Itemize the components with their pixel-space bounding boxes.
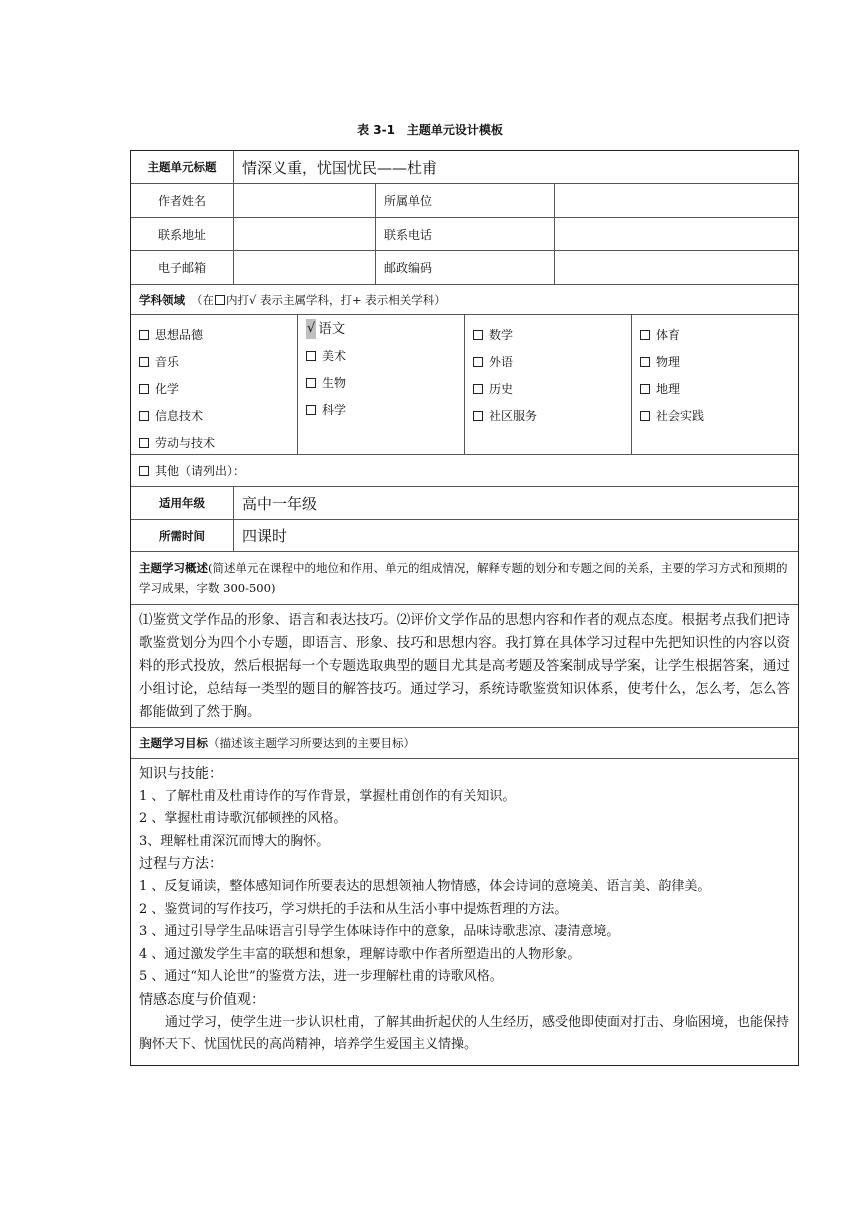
time-value[interactable]: 四课时 <box>242 527 288 545</box>
subject-option[interactable]: 社会实践 <box>640 402 790 429</box>
subject-col-1 <box>131 315 298 454</box>
author-row <box>131 184 798 218</box>
unit-title-row <box>131 151 798 184</box>
checkbox-icon[interactable] <box>306 351 316 361</box>
checkbox-icon[interactable] <box>640 330 650 340</box>
unit-title-value[interactable]: 情深义重，忧国忧民——杜甫 <box>242 158 438 177</box>
process-item: 2 、鉴赏词的写作技巧，学习烘托的手法和从生活小事中提炼哲理的方法。 <box>139 901 568 917</box>
subjects-header-note-1: （在 <box>191 292 214 307</box>
phone-value[interactable] <box>555 218 798 250</box>
grade-row <box>131 487 798 520</box>
checkbox-icon[interactable] <box>306 378 316 388</box>
author-name-label: 作者姓名 <box>131 184 234 217</box>
subjects-other[interactable]: 其他（请列出）： <box>131 455 798 486</box>
checkbox-icon[interactable] <box>139 411 149 421</box>
address-value[interactable] <box>234 218 376 250</box>
goals-body-row <box>131 759 798 1065</box>
subjects-grid <box>131 315 798 455</box>
subject-option[interactable]: 生物 <box>306 369 456 396</box>
subject-option[interactable]: 思想品德 <box>139 321 289 348</box>
emotion-text: 通过学习，使学生进一步认识杜甫，了解其曲折起伏的人生经历，感受他即使面对打击、身临困境，也能保持胸怀天下、忧国忧民的高尚精神，培养学生爱国主义情操。 <box>139 1014 790 1053</box>
goals-header <box>131 728 798 758</box>
grade-label: 适用年级 <box>131 487 234 519</box>
checkbox-icon[interactable] <box>473 330 483 340</box>
grade-value[interactable]: 高中一年级 <box>242 494 318 513</box>
subject-col-2 <box>298 315 465 454</box>
goals-note: （描述该主题学习所要达到的主要目标） <box>208 736 415 750</box>
goals-body[interactable] <box>131 759 798 1065</box>
checkbox-icon[interactable] <box>139 330 149 340</box>
checkbox-icon[interactable] <box>473 384 483 394</box>
email-value[interactable] <box>234 251 376 284</box>
subject-option[interactable]: 历史 <box>473 375 623 402</box>
email-label: 电子邮箱 <box>131 251 234 284</box>
subject-option[interactable]: 体育 <box>640 321 790 348</box>
checkbox-icon[interactable] <box>306 405 316 415</box>
postal-label: 邮政编码 <box>376 251 555 284</box>
checkbox-icon[interactable] <box>640 384 650 394</box>
goals-title: 主题学习目标 <box>139 736 208 750</box>
checkbox-icon[interactable] <box>139 466 149 476</box>
subject-option[interactable]: 音乐 <box>139 348 289 375</box>
time-label: 所需时间 <box>131 520 234 551</box>
overview-header <box>131 552 798 604</box>
subject-option-checked[interactable]: √ 语文 <box>307 320 346 337</box>
contact-row <box>131 218 798 251</box>
subject-option[interactable]: 化学 <box>139 375 289 402</box>
subject-option[interactable]: 美术 <box>306 342 456 369</box>
knowledge-item: 3、理解杜甫深沉而博大的胸怀。 <box>139 833 330 849</box>
overview-text[interactable]: ⑴鉴赏文学作品的形象、语言和表达技巧。⑵评价文学作品的思想内容和作者的观点态度。根据考点我们把诗歌鉴赏划分为四个小专题，即语言、形象、技巧和思想内容。我打算在具体学习过程中先把知识性的内容以资料的形式投放，然后根据每一个专题选取典型的题目尤其是高考题及答案制成导学案，让学生根据答案，通过小组讨论，总结每一类型的题目的解答技巧。通过学习，系统诗歌鉴赏知识体系，使考什么，怎么考，怎么答都能做到了然于胸。 <box>139 612 790 720</box>
time-row <box>131 520 798 552</box>
unit-design-table <box>130 150 799 1066</box>
subjects-header <box>131 285 798 314</box>
checkbox-icon[interactable] <box>139 438 149 448</box>
checkbox-icon[interactable] <box>473 357 483 367</box>
subjects-header-title: 学科领域 <box>139 292 185 307</box>
checkbox-icon[interactable] <box>473 411 483 421</box>
subject-option[interactable]: 地理 <box>640 375 790 402</box>
overview-note: (简述单元在课程中的地位和作用、单元的组成情况，解释专题的划分和专题之间的关系，主要的学习方式和预期的学习成果，字数 300-500) <box>139 561 788 595</box>
overview-body-row <box>131 605 798 728</box>
phone-label: 联系电话 <box>376 218 555 250</box>
author-name-value[interactable] <box>234 184 376 217</box>
subject-option[interactable]: 外语 <box>473 348 623 375</box>
postal-value[interactable] <box>555 251 798 284</box>
subjects-header-note-2: 内打√ 表示主属学科，打+ 表示相关学科） <box>226 292 446 307</box>
subject-option[interactable]: 数学 <box>473 321 623 348</box>
process-item: 4 、通过激发学生丰富的联想和想象，理解诗歌中作者所塑造出的人物形象。 <box>139 946 581 962</box>
overview-header-row <box>131 552 798 605</box>
table-caption: 表 3-1 主题单元设计模板 <box>357 123 503 137</box>
author-unit-value[interactable] <box>555 184 798 217</box>
process-item: 5 、通过“知人论世”的鉴赏方法，进一步理解杜甫的诗歌风格。 <box>139 969 503 985</box>
subject-col-3 <box>465 315 632 454</box>
subject-option[interactable]: 信息技术 <box>139 402 289 429</box>
process-heading: 过程与方法： <box>139 856 223 873</box>
address-label: 联系地址 <box>131 218 234 250</box>
email-row <box>131 251 798 285</box>
checkbox-icon[interactable] <box>640 411 650 421</box>
process-item: 1 、反复诵读，整体感知词作所要表达的思想领袖人物情感，体会诗词的意境美、语言美、韵律美。 <box>139 878 711 894</box>
subject-option[interactable]: 劳动与技术 <box>139 429 289 456</box>
overview-title: 主题学习概述 <box>139 561 208 575</box>
knowledge-heading: 知识与技能： <box>139 766 223 782</box>
emotion-heading: 情感态度与价值观： <box>139 991 265 1008</box>
checkbox-icon <box>215 295 225 305</box>
checkbox-icon[interactable] <box>640 357 650 367</box>
subjects-other-row <box>131 455 798 487</box>
goals-header-row <box>131 728 798 759</box>
unit-title-label: 主题单元标题 <box>131 151 234 183</box>
subject-option[interactable]: 物理 <box>640 348 790 375</box>
checkbox-icon[interactable] <box>139 357 149 367</box>
knowledge-item: 2 、掌握杜甫诗歌沉郁顿挫的风格。 <box>139 811 347 827</box>
knowledge-item: 1 、了解杜甫及杜甫诗作的写作背景，掌握杜甫创作的有关知识。 <box>139 788 516 804</box>
checkbox-icon[interactable] <box>139 384 149 394</box>
process-item: 3 、通过引导学生品味语言引导学生体味诗作中的意象，品味诗歌悲凉、凄清意境。 <box>139 924 620 940</box>
subject-option[interactable]: 社区服务 <box>473 402 623 429</box>
subject-option[interactable]: 科学 <box>306 396 456 423</box>
checkmark-icon[interactable]: √ <box>306 319 316 339</box>
subjects-header-row <box>131 285 798 315</box>
author-unit-label: 所属单位 <box>376 184 555 217</box>
subject-col-4 <box>632 315 798 454</box>
